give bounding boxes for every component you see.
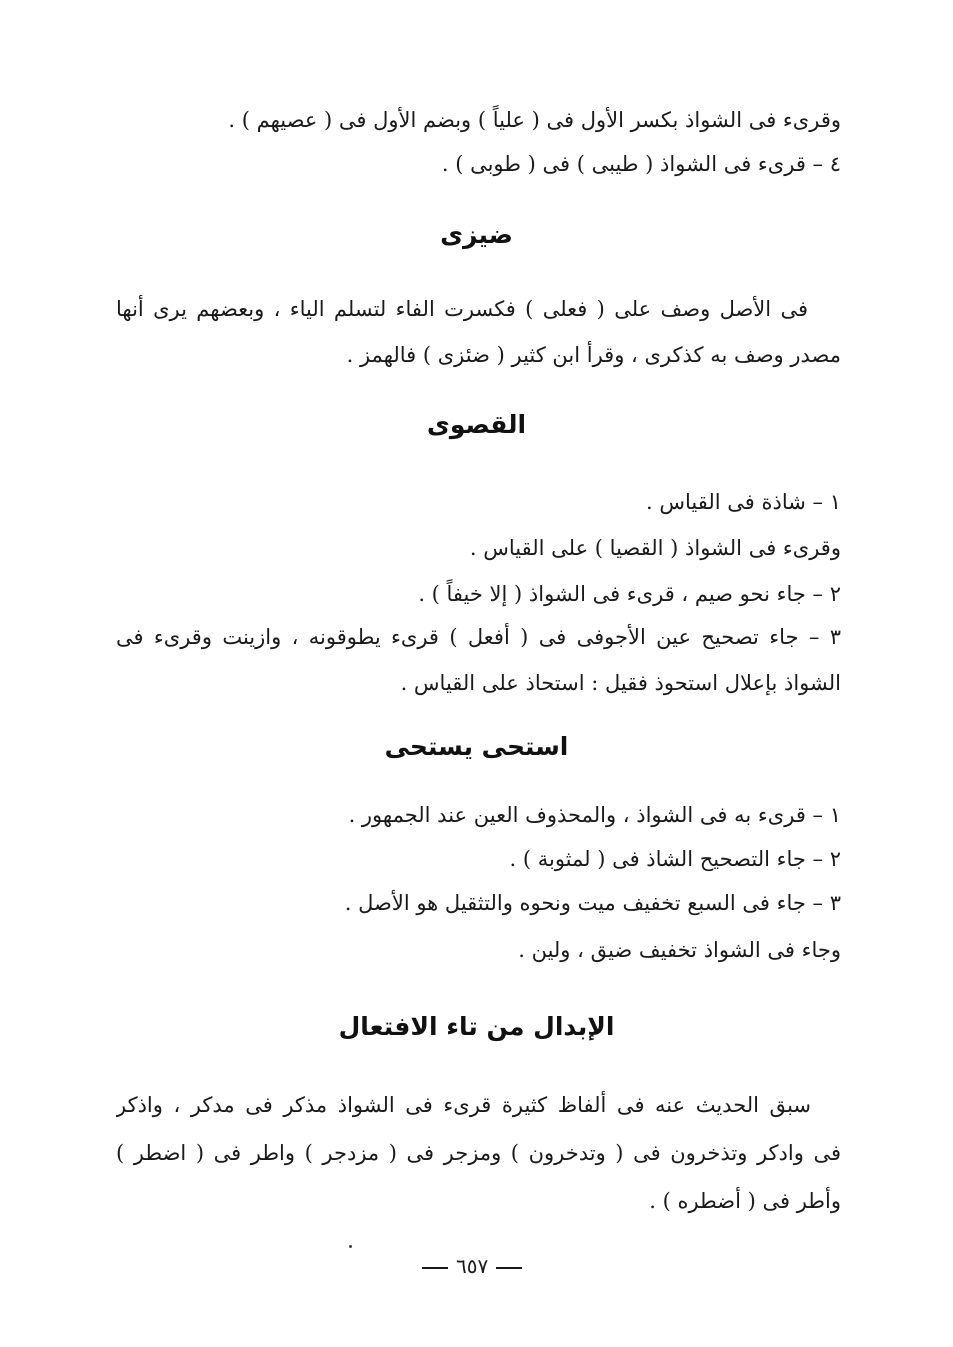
section-4-line-3: وأطر فى ( أضطره ) .	[649, 1189, 841, 1213]
section-4-line-2: فى وادكر وتذخرون فى ( وتدخرون ) ومزجر فى ( مزدجر ) واطر فى ( اضطر )	[116, 1141, 841, 1165]
intro-line-1: وقرىء فى الشواذ بكسر الأول فى ( علياً ) وبضم الأول فى ( عصيهم ) .	[228, 108, 841, 132]
section-2-line-1: ١ – شاذة فى القياس .	[646, 490, 841, 514]
section-3-line-3: ٣ – جاء فى السبع تخفيف ميت ونحوه والتثقيل هو الأصل .	[344, 891, 841, 915]
section-heading-qaswa: القصوى	[426, 410, 527, 439]
section-heading-istahya: استحى يستحى	[384, 732, 569, 761]
section-4-line-1: سبق الحديث عنه فى ألفاظ كثيرة قرىء فى الشواذ مذكر فى مدكر ، واذكر	[116, 1093, 811, 1117]
section-2-line-2: وقرىء فى الشواذ ( القصيا ) على القياس .	[469, 536, 841, 560]
page-number-dash-right	[496, 1267, 522, 1269]
section-heading-dayza: ضيزى	[440, 220, 513, 249]
section-3-line-2: ٢ – جاء التصحيح الشاذ فى ( لمثوبة ) .	[509, 847, 841, 871]
section-heading-ibdal: الإبدال من تاء الافتعال	[338, 1012, 615, 1041]
section-3-line-1: ١ – قرىء به فى الشواذ ، والمحذوف العين عند الجمهور .	[348, 803, 841, 827]
page-number	[414, 1252, 530, 1280]
page-number-dash-left	[422, 1267, 448, 1269]
intro-line-2: ٤ – قرىء فى الشواذ ( طيبى ) فى ( طوبى ) .	[441, 152, 841, 176]
page-number-value: ٦٥٧	[456, 1254, 489, 1278]
section-1-line-2: مصدر وصف به كذكرى ، وقرأ ابن كثير ( ضئزى ) فالهمز .	[346, 343, 841, 367]
section-2-line-5: الشواذ بإعلال استحوذ فقيل : استحاذ على القياس .	[400, 671, 841, 695]
section-3-line-4: وجاء فى الشواذ تخفيف ضيق ، ولين .	[518, 938, 841, 962]
section-1-line-1: فى الأصل وصف على ( فعلى ) فكسرت الفاء لتسلم الياء ، وبعضهم يرى أنها	[116, 297, 808, 321]
print-speck	[349, 1245, 352, 1248]
section-2-line-3: ٢ – جاء نحو صيم ، قرىء فى الشواذ ( إلا خيفاً ) .	[418, 582, 841, 606]
section-2-line-4: ٣ – جاء تصحيح عين الأجوفى فى ( أفعل ) قرىء يطوقونه ، وازينت وقرىء فى	[116, 625, 841, 649]
